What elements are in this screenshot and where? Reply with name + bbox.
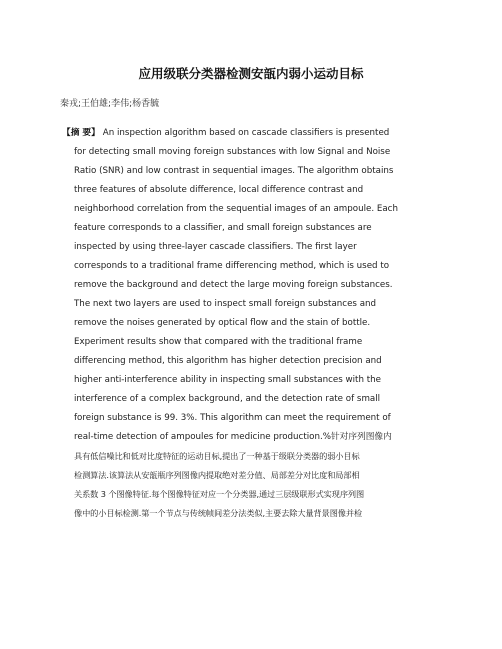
- abstract-line: real-time detection of ampoules for medicine production.%针对序列图像内: [74, 432, 392, 442]
- abstract-line: feature corresponds to a classifier, and small foreign substances are: [74, 223, 372, 233]
- abstract-line: neighborhood correlation from the sequential images of an ampoule. Each: [74, 204, 398, 214]
- abstract-label: 【摘 要】: [62, 128, 100, 138]
- abstract-line: higher anti-interference ability in inspecting small substances with the: [74, 375, 381, 385]
- abstract-line: 关系数 3 个图像特征.每个图像特征对应一个分类器,通过三层级联形式实现序列图: [74, 489, 365, 499]
- abstract-line: for detecting small moving foreign substances with low Signal and Noise: [74, 147, 391, 157]
- abstract-line: 具有低信噪比和低对比度特征的运动目标,提出了一种基于级联分类器的弱小目标: [74, 451, 360, 461]
- abstract-line: corresponds to a traditional frame differencing method, which is used to: [74, 261, 390, 271]
- paper-title: 应用级联分类器检测安瓿内弱小运动目标: [138, 66, 364, 81]
- abstract-line: remove the noises generated by optical flow and the stain of bottle.: [74, 318, 371, 328]
- abstract-line: three features of absolute difference, local difference contrast and: [74, 185, 364, 195]
- abstract-line-text: An inspection algorithm based on cascade classifiers is presented: [102, 128, 390, 138]
- abstract-line: remove the background and detect the large moving foreign substances.: [74, 280, 393, 290]
- abstract-line: 检测算法.该算法从安瓿瓶序列图像内提取绝对差分值、局部差分对比度和局部相: [74, 470, 360, 480]
- abstract-line: inspected by using three-layer cascade classifiers. The first layer: [74, 242, 357, 252]
- abstract-line: The next two layers are used to inspect small foreign substances and: [74, 299, 377, 309]
- abstract-line: Ratio (SNR) and low contrast in sequential images. The algorithm obtains: [74, 166, 394, 176]
- abstract-line: differencing method, this algorithm has higher detection precision and: [74, 356, 382, 366]
- author-list: 秦戎;王伯雄;李伟;杨香毓: [60, 99, 160, 109]
- abstract-line: Experiment results show that compared with the traditional frame: [74, 337, 363, 347]
- abstract-line: [62, 124, 445, 143]
- abstract-line: interference of a complex background, and the detection rate of small: [74, 394, 381, 404]
- abstract-line: 像中的小目标检测.第一个节点与传统帧间差分法类似,主要去除大量背景图像并检: [74, 508, 363, 518]
- abstract-line: foreign substance is 99. 3%. This algorithm can meet the requirement of: [74, 413, 391, 423]
- abstract-body: [60, 124, 445, 523]
